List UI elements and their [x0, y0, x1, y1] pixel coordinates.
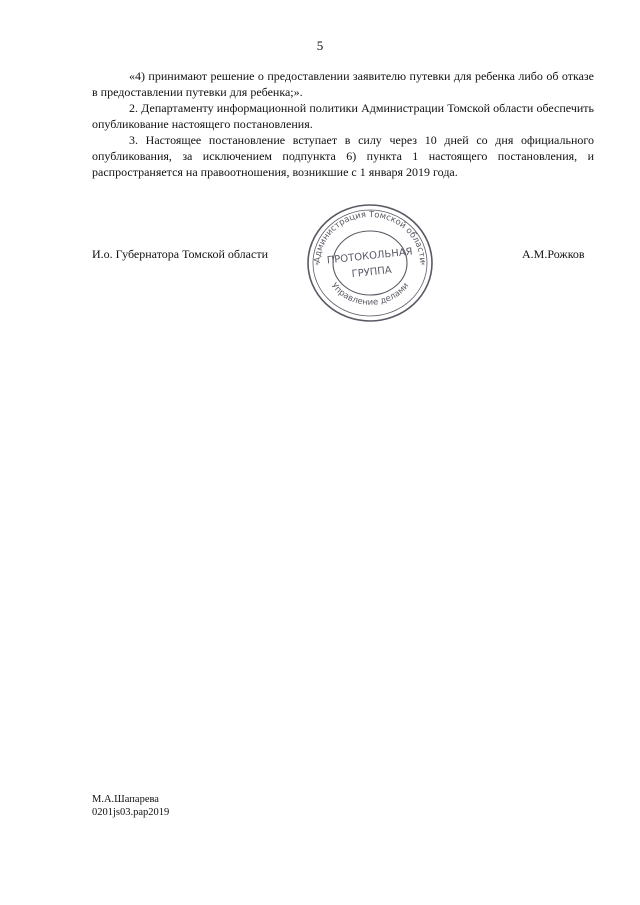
signatory-name: А.М.Рожков	[522, 247, 585, 261]
paragraph-2: 2. Департаменту информационной политики Администрации Томской области обеспечить опубликование настоящего постановления.	[92, 101, 594, 131]
stamp-star-right: *	[421, 261, 425, 269]
executor-name: М.А.Шапарева	[92, 794, 159, 805]
stamp-center-line-2: ГРУППА	[351, 264, 393, 281]
paragraph-3: 3. Настоящее постановление вступает в силу через 10 дней со дня официального опубликования, за исключением подпункта 6) пункта 1 настоящего постановления, и распространяется на правоотношения, возникшие с 1 января 2019 года.	[92, 133, 594, 179]
page-number: 5	[316, 38, 324, 53]
signatory-position: И.о. Губернатора Томской области	[92, 247, 268, 261]
stamp-text-bottom: Управление делами	[328, 281, 412, 308]
file-reference: 0201js03.pap2019	[92, 807, 170, 818]
document-body	[92, 68, 594, 180]
stamp-text-top: Администрация Томской области	[312, 209, 428, 264]
official-stamp	[300, 197, 440, 327]
paragraph-1: «4) принимают решение о предоставлении заявителю путевки для ребенка либо об отказе в предоставлении путевки для ребенка;».	[92, 69, 594, 99]
stamp-center-line-1: ПРОТОКОЛЬНАЯ	[326, 246, 414, 267]
stamp-star-left: *	[315, 261, 319, 269]
document-footer	[92, 793, 169, 819]
